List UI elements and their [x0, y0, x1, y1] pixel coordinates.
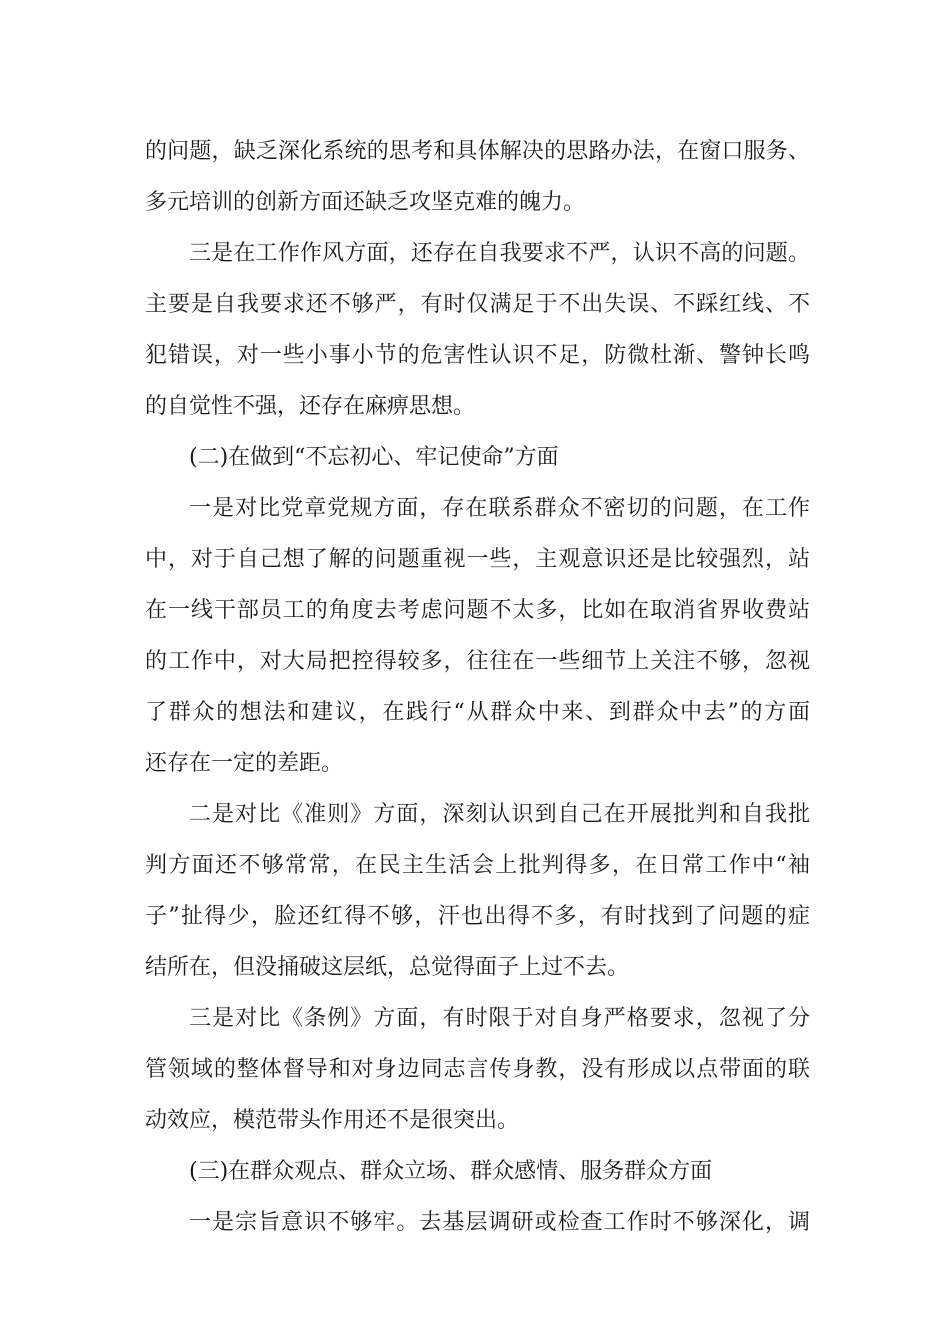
- text-line: 二是对比《准则》方面，深刻认识到自己在开展批判和自我批: [189, 802, 810, 827]
- text-line: 犯错误，对一些小事小节的危害性认识不足，防微杜渐、警钟长鸣: [145, 343, 810, 368]
- section-heading: (二)在做到“不忘初心、牢记使命”方面: [189, 445, 559, 470]
- text-line: 多元培训的创新方面还缺乏攻坚克难的魄力。: [145, 190, 586, 215]
- text-line: 在一线干部员工的角度去考虑问题不太多，比如在取消省界收费站: [145, 598, 810, 623]
- text-line: 三是在工作作风方面，还存在自我要求不严，认识不高的问题。: [189, 241, 810, 266]
- text-line: 子”扯得少，脸还红得不够，汗也出得不多，有时找到了问题的症: [145, 904, 810, 929]
- text-line: 的问题，缺乏深化系统的思考和具体解决的思路办法，在窗口服务、: [145, 139, 810, 164]
- document-body: [145, 126, 810, 1248]
- text-line: 三是对比《条例》方面，有时限于对自身严格要求，忽视了分: [189, 1006, 810, 1031]
- section-heading: (三)在群众观点、群众立场、群众感情、服务群众方面: [189, 1159, 713, 1184]
- text-line: 一是宗旨意识不够牢。去基层调研或检查工作时不够深化，调: [189, 1210, 810, 1235]
- text-line: 一是对比党章党规方面，存在联系群众不密切的问题，在工作: [189, 496, 810, 521]
- text-line: 主要是自我要求还不够严，有时仅满足于不出失误、不踩红线、不: [145, 292, 810, 317]
- text-line: 的自觉性不强，还存在麻痹思想。: [145, 394, 476, 419]
- text-line: 结所在，但没捅破这层纸，总觉得面子上过不去。: [145, 955, 630, 980]
- text-line: 中，对于自己想了解的问题重视一些，主观意识还是比较强烈，站: [145, 547, 810, 572]
- text-line: 的工作中，对大局把控得较多，往往在一些细节上关注不够，忽视: [145, 649, 810, 674]
- text-line: 动效应，模范带头作用还不是很突出。: [145, 1108, 520, 1133]
- text-line: 判方面还不够常常，在民主生活会上批判得多，在日常工作中“袖: [145, 853, 810, 878]
- text-line: 了群众的想法和建议，在践行“从群众中来、到群众中去”的方面: [145, 700, 810, 725]
- text-line: 管领域的整体督导和对身边同志言传身教，没有形成以点带面的联: [145, 1057, 810, 1082]
- text-line: 还存在一定的差距。: [145, 751, 344, 776]
